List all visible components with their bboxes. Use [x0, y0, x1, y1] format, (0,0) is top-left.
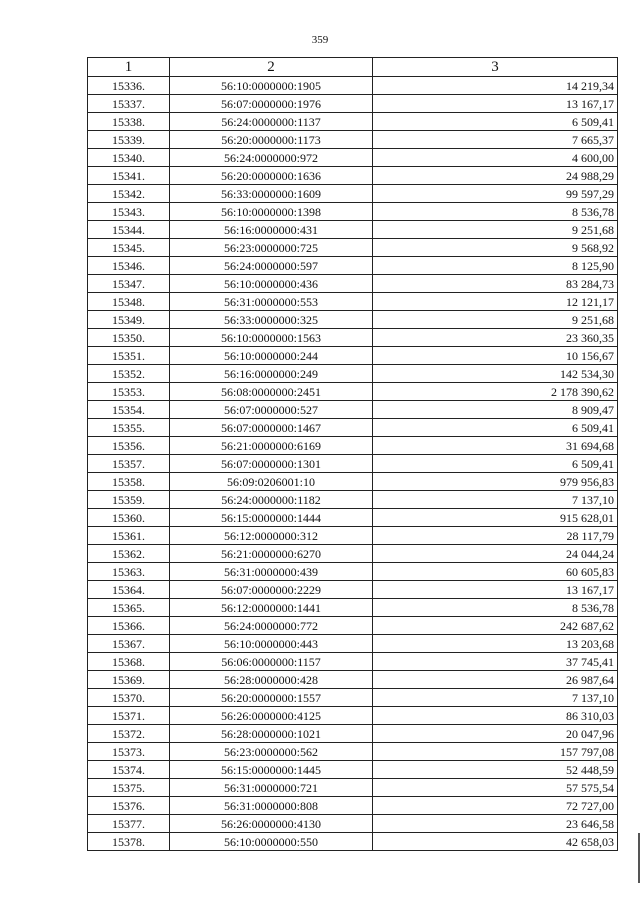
amount-cell: 10 156,67	[373, 347, 618, 365]
cadastral-number-cell: 56:20:0000000:1557	[170, 689, 373, 707]
table-row	[88, 293, 618, 311]
cadastral-number-cell: 56:15:0000000:1445	[170, 761, 373, 779]
amount-cell: 42 658,03	[373, 833, 618, 851]
table-row	[88, 239, 618, 257]
cadastral-number-cell: 56:06:0000000:1157	[170, 653, 373, 671]
row-number-cell: 15366.	[88, 617, 170, 635]
cadastral-number-cell: 56:28:0000000:428	[170, 671, 373, 689]
cadastral-number-cell: 56:20:0000000:1173	[170, 131, 373, 149]
table-row	[88, 203, 618, 221]
row-number-cell: 15370.	[88, 689, 170, 707]
amount-cell: 7 137,10	[373, 689, 618, 707]
amount-cell: 23 646,58	[373, 815, 618, 833]
row-number-cell: 15353.	[88, 383, 170, 401]
row-number-cell: 15359.	[88, 491, 170, 509]
table-row	[88, 221, 618, 239]
cadastral-number-cell: 56:24:0000000:1137	[170, 113, 373, 131]
table-row	[88, 329, 618, 347]
row-number-cell: 15363.	[88, 563, 170, 581]
table-row	[88, 437, 618, 455]
table-row	[88, 365, 618, 383]
row-number-cell: 15360.	[88, 509, 170, 527]
row-number-cell: 15357.	[88, 455, 170, 473]
table-row	[88, 131, 618, 149]
table-row	[88, 689, 618, 707]
row-number-cell: 15361.	[88, 527, 170, 545]
table-row	[88, 635, 618, 653]
amount-cell: 20 047,96	[373, 725, 618, 743]
cadastral-number-cell: 56:12:0000000:1441	[170, 599, 373, 617]
amount-cell: 60 605,83	[373, 563, 618, 581]
amount-cell: 12 121,17	[373, 293, 618, 311]
row-number-cell: 15369.	[88, 671, 170, 689]
row-number-cell: 15376.	[88, 797, 170, 815]
amount-cell: 4 600,00	[373, 149, 618, 167]
row-number-cell: 15364.	[88, 581, 170, 599]
table-row	[88, 167, 618, 185]
column-header-1: 1	[88, 58, 170, 77]
table-row	[88, 599, 618, 617]
row-number-cell: 15354.	[88, 401, 170, 419]
amount-cell: 26 987,64	[373, 671, 618, 689]
table-row	[88, 671, 618, 689]
amount-cell: 72 727,00	[373, 797, 618, 815]
cadastral-number-cell: 56:24:0000000:1182	[170, 491, 373, 509]
amount-cell: 28 117,79	[373, 527, 618, 545]
row-number-cell: 15372.	[88, 725, 170, 743]
table-row	[88, 275, 618, 293]
row-number-cell: 15340.	[88, 149, 170, 167]
cadastral-number-cell: 56:10:0000000:1563	[170, 329, 373, 347]
amount-cell: 37 745,41	[373, 653, 618, 671]
amount-cell: 24 044,24	[373, 545, 618, 563]
table-row	[88, 473, 618, 491]
table-row	[88, 707, 618, 725]
cadastral-number-cell: 56:07:0000000:2229	[170, 581, 373, 599]
row-number-cell: 15373.	[88, 743, 170, 761]
column-header-2: 2	[170, 58, 373, 77]
column-header-3: 3	[373, 58, 618, 77]
amount-cell: 13 203,68	[373, 635, 618, 653]
amount-cell: 9 251,68	[373, 221, 618, 239]
table-row	[88, 833, 618, 851]
amount-cell: 13 167,17	[373, 581, 618, 599]
table-row	[88, 419, 618, 437]
cadastral-number-cell: 56:12:0000000:312	[170, 527, 373, 545]
cadastral-number-cell: 56:24:0000000:972	[170, 149, 373, 167]
page-number: 359	[311, 34, 329, 46]
table-row	[88, 509, 618, 527]
cadastral-number-cell: 56:21:0000000:6169	[170, 437, 373, 455]
row-number-cell: 15355.	[88, 419, 170, 437]
row-number-cell: 15371.	[88, 707, 170, 725]
amount-cell: 24 988,29	[373, 167, 618, 185]
amount-cell: 9 568,92	[373, 239, 618, 257]
amount-cell: 142 534,30	[373, 365, 618, 383]
cadastral-number-cell: 56:10:0000000:244	[170, 347, 373, 365]
amount-cell: 242 687,62	[373, 617, 618, 635]
cadastral-number-cell: 56:10:0000000:1398	[170, 203, 373, 221]
row-number-cell: 15374.	[88, 761, 170, 779]
row-number-cell: 15367.	[88, 635, 170, 653]
row-number-cell: 15375.	[88, 779, 170, 797]
cadastral-number-cell: 56:10:0000000:436	[170, 275, 373, 293]
table-row	[88, 815, 618, 833]
row-number-cell: 15337.	[88, 95, 170, 113]
cadastral-number-cell: 56:08:0000000:2451	[170, 383, 373, 401]
amount-cell: 9 251,68	[373, 311, 618, 329]
table-row	[88, 113, 618, 131]
amount-cell: 6 509,41	[373, 113, 618, 131]
table-row	[88, 743, 618, 761]
cadastral-number-cell: 56:07:0000000:1301	[170, 455, 373, 473]
cadastral-number-cell: 56:33:0000000:1609	[170, 185, 373, 203]
table-row	[88, 779, 618, 797]
row-number-cell: 15338.	[88, 113, 170, 131]
table-body	[88, 77, 618, 851]
row-number-cell: 15350.	[88, 329, 170, 347]
cadastral-number-cell: 56:23:0000000:562	[170, 743, 373, 761]
amount-cell: 99 597,29	[373, 185, 618, 203]
cadastral-number-cell: 56:31:0000000:808	[170, 797, 373, 815]
row-number-cell: 15346.	[88, 257, 170, 275]
table-row	[88, 563, 618, 581]
table-row	[88, 185, 618, 203]
table-row	[88, 545, 618, 563]
row-number-cell: 15345.	[88, 239, 170, 257]
cadastral-number-cell: 56:24:0000000:772	[170, 617, 373, 635]
row-number-cell: 15348.	[88, 293, 170, 311]
table-row	[88, 653, 618, 671]
row-number-cell: 15377.	[88, 815, 170, 833]
cadastral-number-cell: 56:33:0000000:325	[170, 311, 373, 329]
amount-cell: 14 219,34	[373, 77, 618, 95]
cadastral-number-cell: 56:16:0000000:249	[170, 365, 373, 383]
amount-cell: 52 448,59	[373, 761, 618, 779]
cadastral-number-cell: 56:23:0000000:725	[170, 239, 373, 257]
table-row	[88, 77, 618, 95]
cadastral-number-cell: 56:10:0000000:443	[170, 635, 373, 653]
amount-cell: 23 360,35	[373, 329, 618, 347]
row-number-cell: 15343.	[88, 203, 170, 221]
row-number-cell: 15351.	[88, 347, 170, 365]
row-number-cell: 15362.	[88, 545, 170, 563]
cadastral-number-cell: 56:10:0000000:550	[170, 833, 373, 851]
table-row	[88, 95, 618, 113]
cadastral-number-cell: 56:10:0000000:1905	[170, 77, 373, 95]
table-row	[88, 401, 618, 419]
table-row	[88, 383, 618, 401]
table-row	[88, 761, 618, 779]
cadastral-number-cell: 56:24:0000000:597	[170, 257, 373, 275]
cadastral-number-cell: 56:28:0000000:1021	[170, 725, 373, 743]
table-row	[88, 455, 618, 473]
amount-cell: 13 167,17	[373, 95, 618, 113]
amount-cell: 8 536,78	[373, 203, 618, 221]
amount-cell: 8 125,90	[373, 257, 618, 275]
data-table	[87, 57, 618, 851]
amount-cell: 7 665,37	[373, 131, 618, 149]
cadastral-number-cell: 56:20:0000000:1636	[170, 167, 373, 185]
row-number-cell: 15344.	[88, 221, 170, 239]
cadastral-number-cell: 56:31:0000000:439	[170, 563, 373, 581]
table-row	[88, 311, 618, 329]
cadastral-number-cell: 56:21:0000000:6270	[170, 545, 373, 563]
table-row	[88, 581, 618, 599]
row-number-cell: 15342.	[88, 185, 170, 203]
amount-cell: 7 137,10	[373, 491, 618, 509]
cadastral-number-cell: 56:31:0000000:553	[170, 293, 373, 311]
table-row	[88, 491, 618, 509]
row-number-cell: 15378.	[88, 833, 170, 851]
table-row	[88, 527, 618, 545]
amount-cell: 8 536,78	[373, 599, 618, 617]
row-number-cell: 15339.	[88, 131, 170, 149]
row-number-cell: 15336.	[88, 77, 170, 95]
cadastral-number-cell: 56:31:0000000:721	[170, 779, 373, 797]
table-row	[88, 347, 618, 365]
amount-cell: 915 628,01	[373, 509, 618, 527]
row-number-cell: 15365.	[88, 599, 170, 617]
cadastral-number-cell: 56:15:0000000:1444	[170, 509, 373, 527]
amount-cell: 57 575,54	[373, 779, 618, 797]
cadastral-number-cell: 56:07:0000000:1467	[170, 419, 373, 437]
row-number-cell: 15368.	[88, 653, 170, 671]
row-number-cell: 15341.	[88, 167, 170, 185]
cadastral-number-cell: 56:09:0206001:10	[170, 473, 373, 491]
amount-cell: 8 909,47	[373, 401, 618, 419]
amount-cell: 979 956,83	[373, 473, 618, 491]
row-number-cell: 15349.	[88, 311, 170, 329]
row-number-cell: 15352.	[88, 365, 170, 383]
table-row	[88, 257, 618, 275]
cadastral-number-cell: 56:07:0000000:527	[170, 401, 373, 419]
amount-cell: 2 178 390,62	[373, 383, 618, 401]
table-row	[88, 797, 618, 815]
amount-cell: 157 797,08	[373, 743, 618, 761]
table-row	[88, 149, 618, 167]
cadastral-number-cell: 56:26:0000000:4130	[170, 815, 373, 833]
row-number-cell: 15347.	[88, 275, 170, 293]
cadastral-number-cell: 56:07:0000000:1976	[170, 95, 373, 113]
cadastral-number-cell: 56:26:0000000:4125	[170, 707, 373, 725]
amount-cell: 6 509,41	[373, 455, 618, 473]
row-number-cell: 15356.	[88, 437, 170, 455]
amount-cell: 31 694,68	[373, 437, 618, 455]
cadastral-number-cell: 56:16:0000000:431	[170, 221, 373, 239]
row-number-cell: 15358.	[88, 473, 170, 491]
header-row	[88, 58, 618, 77]
table-row	[88, 617, 618, 635]
amount-cell: 86 310,03	[373, 707, 618, 725]
amount-cell: 6 509,41	[373, 419, 618, 437]
amount-cell: 83 284,73	[373, 275, 618, 293]
table-row	[88, 725, 618, 743]
